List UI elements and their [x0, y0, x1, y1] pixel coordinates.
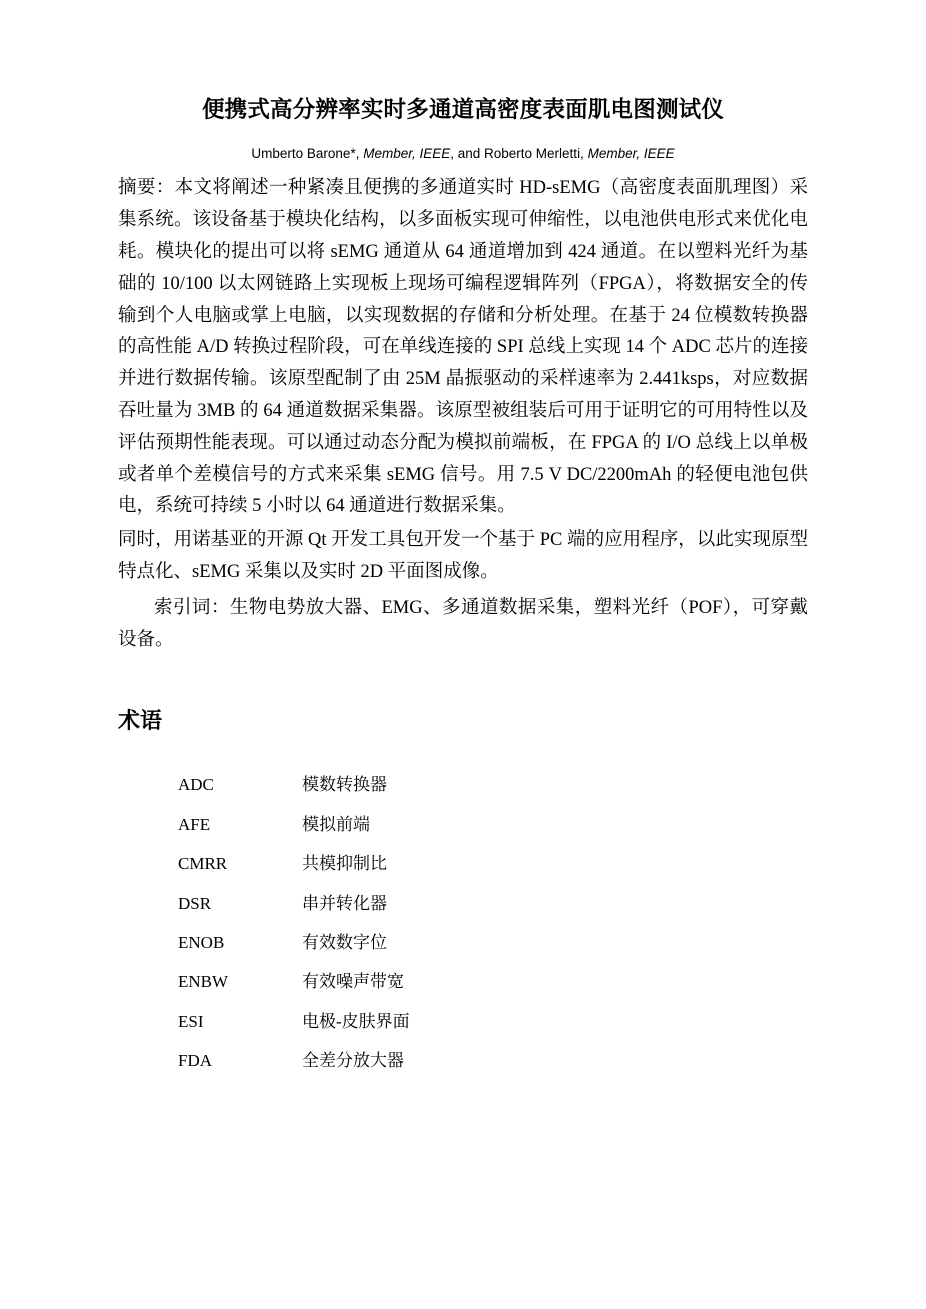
author-membership-primary: Member, IEEE [359, 146, 451, 162]
glossary-term: FDA [178, 1051, 213, 1071]
glossary-definition: 串并转化器 [302, 893, 387, 913]
glossary-definition: 电极-皮肤界面 [302, 1011, 410, 1031]
abstract-block [118, 173, 808, 589]
glossary-definition: 共模抑制比 [302, 854, 387, 874]
author-name-secondary: , and Roberto Merletti, [450, 146, 584, 162]
list-item [178, 933, 808, 953]
list-item [178, 1012, 808, 1032]
list-item [178, 815, 808, 835]
author-membership-secondary: Member, IEEE [583, 146, 675, 162]
author-line [118, 146, 808, 161]
list-item [178, 894, 808, 914]
glossary-definition: 有效噪声带宽 [302, 972, 404, 992]
glossary-term: ADC [178, 775, 214, 795]
glossary-term: CMRR [178, 854, 228, 874]
glossary-definition: 有效数字位 [302, 933, 387, 952]
glossary-term: ESI [178, 1011, 204, 1031]
glossary-definition: 模拟前端 [302, 814, 370, 834]
glossary-list [178, 775, 808, 1071]
abstract-paragraph-1: 摘要：本文将阐述一种紧凑且便携的多通道实时 HD-sEMG（高密度表面肌理图）采集系统。该设备基于模块化结构，以多面板实现可伸缩性，以电池供电形式来优化电耗。模块化的提出可以将 sEMG 通道从 64 通道增加到 424 通道。在以塑料光纤为基础的 10/100 以太网链路上实现板上现场可编程逻辑阵列（FPGA），将数据安全的传输到个人电脑或掌上电脑，以实现数据的存储和分析处理。在基于 24 位模数转换器的高性能 A/D 转换过程阶段，可在单线连接的 SPI 总线上实现 14 个 ADC 芯片的连接并进行数据传输。该原型配制了由 25M 晶振驱动的采样速率为 2.441ksps，对应数据吞吐量为 3MB 的 64 通道数据采集器。该原型被组装后可用于证明它的可用特性以及评估预期性能表现。可以通过动态分配为模拟前端板，在 FPGA 的 I/O 总线上以单极或者单个差模信号的方式来采集 sEMG 信号。用 7.5 V DC/2200mAh 的轻便电池包供电，系统可持续 5 小时以 64 通道进行数据采集。 [118, 178, 808, 517]
glossary-definition: 全差分放大器 [302, 1051, 404, 1071]
list-item [178, 972, 808, 992]
section-heading-glossary: 术语 [118, 708, 163, 734]
author-name-primary: Umberto Barone [251, 146, 351, 162]
author-footnote-marker: *, [350, 146, 360, 162]
page-title: 便携式高分辨率实时多通道高密度表面肌电图测试仪 [201, 97, 725, 122]
list-item [178, 1051, 808, 1071]
glossary-term: ENOB [178, 933, 225, 952]
glossary-definition: 模数转换器 [302, 775, 387, 795]
list-item [178, 775, 808, 795]
glossary-term: DSR [178, 893, 212, 913]
glossary-term: ENBW [178, 972, 229, 992]
list-item [178, 854, 808, 874]
index-terms: 索引词：生物电势放大器、EMG、多通道数据采集，塑料光纤（POF），可穿戴设备。 [118, 597, 808, 650]
abstract-paragraph-2: 同时，用诺基亚的开源 Qt 开发工具包开发一个基于 PC 端的应用程序，以此实现原型特点化、sEMG 采集以及实时 2D 平面图成像。 [118, 530, 808, 582]
glossary-term: AFE [178, 814, 211, 834]
